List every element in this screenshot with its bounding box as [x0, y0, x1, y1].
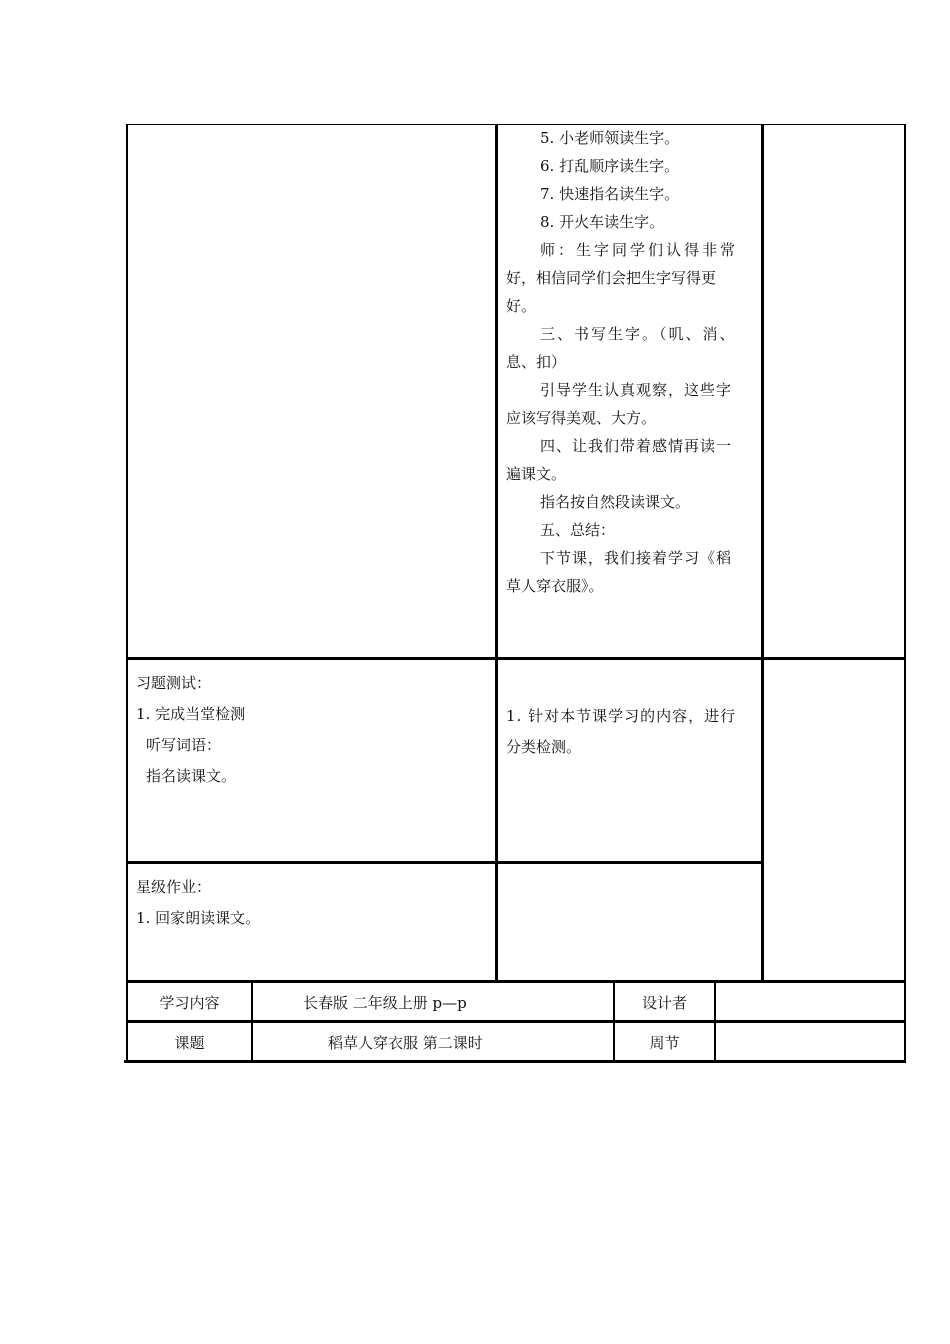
step-line: 好，相信同学们会把生字写得更	[506, 269, 717, 287]
detection-cell	[506, 701, 758, 763]
step-line: 下节课，我们接着学习《稻	[540, 549, 733, 567]
step-line: 7. 快速指名读生字。	[540, 185, 680, 203]
exercise-line: 听写词语：	[146, 736, 222, 754]
label-topic: 课题	[174, 1034, 205, 1052]
label-designer: 设计者	[641, 994, 687, 1012]
right-col-border	[761, 124, 764, 982]
step-line: 5. 小老师领读生字。	[540, 129, 680, 147]
row-divider-2	[126, 861, 764, 864]
detection-line: 1. 针对本节课学习的内容，进行	[506, 707, 737, 725]
info-right-border	[904, 980, 906, 1063]
left-border	[126, 124, 128, 982]
homework-heading: 星级作业：	[136, 878, 212, 896]
label-week: 周节	[649, 1034, 680, 1052]
mid-border	[495, 124, 498, 982]
step-line: 草人穿衣服》。	[506, 577, 604, 595]
detection-line: 分类检测。	[506, 738, 582, 756]
step-line: 师：生字同学们认得非常	[540, 241, 739, 259]
step-line: 指名按自然段读课文。	[540, 493, 691, 511]
right-border	[904, 124, 906, 982]
label-content: 学习内容	[159, 994, 220, 1012]
info-col-3	[714, 980, 716, 1063]
exercise-line: 指名读课文。	[146, 767, 237, 785]
exercise-heading: 习题测试：	[136, 674, 212, 692]
exercise-line: 1. 完成当堂检测	[136, 705, 246, 723]
step-line: 四、让我们带着感情再读一	[540, 437, 733, 455]
step-line: 三、书写生字。（叽、消、	[540, 325, 737, 343]
step-line: 遍课文。	[506, 465, 567, 483]
teaching-steps-cell	[506, 124, 758, 600]
step-line: 息、扣）	[506, 353, 567, 371]
step-line: 6. 打乱顺序读生字。	[540, 157, 680, 175]
step-line: 引导学生认真观察，这些字	[540, 381, 733, 399]
step-line: 应该写得美观、大方。	[506, 409, 657, 427]
row-divider-1	[126, 657, 906, 660]
homework-line: 1. 回家朗读课文。	[136, 909, 261, 927]
step-line: 五、总结：	[540, 521, 616, 539]
exercise-cell	[136, 668, 491, 792]
value-content: 长春版 二年级上册 p—p	[303, 994, 467, 1012]
homework-cell	[136, 872, 491, 934]
step-line: 8. 开火车读生字。	[540, 213, 665, 231]
value-topic: 稻草人穿衣服 第二课时	[328, 1034, 483, 1052]
step-line: 好。	[506, 297, 537, 315]
